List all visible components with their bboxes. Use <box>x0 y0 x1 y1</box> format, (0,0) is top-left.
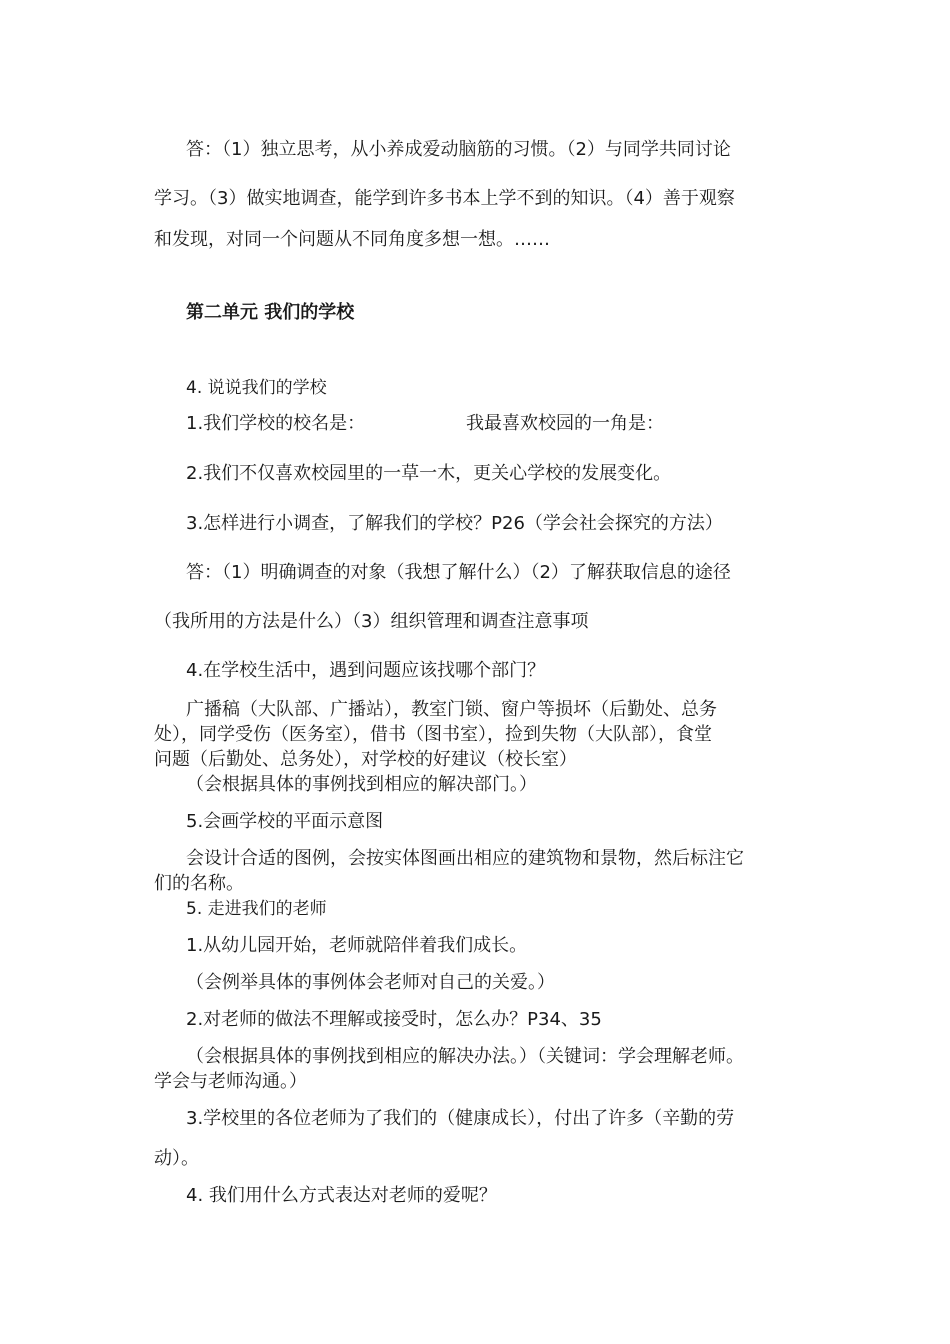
question-text: 3.学校里的各位老师为了我们的（健康成长），付出了许多（辛勤的劳 <box>186 1108 735 1129</box>
answer-line: 们的名称。 <box>154 873 244 894</box>
question-text: 3.怎样进行小调查，了解我们的学校？P26（学会社会探究的方法） <box>186 513 723 534</box>
question-text: 4. 我们用什么方式表达对老师的爱呢？ <box>186 1185 497 1206</box>
answer-line: （会例举具体的事例体会老师对自己的关爱。） <box>186 972 555 993</box>
answer-line: （会根据具体的事例找到相应的解决部门。） <box>186 774 537 795</box>
question-text: 动）。 <box>154 1148 199 1169</box>
answer-line: （会根据具体的事例找到相应的解决办法。）（关键词：学会理解老师。 <box>186 1046 744 1067</box>
question-text: 5.会画学校的平面示意图 <box>186 811 384 832</box>
answer-line: 和发现，对同一个问题从不同角度多想一想。…… <box>154 229 550 250</box>
answer-line: （我所用的方法是什么）（3）组织管理和调查注意事项 <box>154 611 589 632</box>
question-text: 1.我们学校的校名是： <box>186 413 366 434</box>
question-text: 4.在学校生活中，遇到问题应该找哪个部门？ <box>186 660 546 681</box>
answer-line: 会设计合适的图例，会按实体图画出相应的建筑物和景物，然后标注它 <box>186 848 744 869</box>
lesson-title: 5. 走进我们的老师 <box>186 899 327 919</box>
question-text: 我最喜欢校园的一角是： <box>466 413 664 434</box>
answer-line: 广播稿（大队部、广播站），教室门锁、窗户等损坏（后勤处、总务 <box>186 699 717 720</box>
question-text: 1.从幼儿园开始，老师就陪伴着我们成长。 <box>186 935 528 956</box>
answer-line: 答：（1）独立思考，从小养成爱动脑筋的习惯。（2）与同学共同讨论 <box>186 139 731 160</box>
answer-line: 答：（1）明确调查的对象（我想了解什么）（2）了解获取信息的途径 <box>186 562 731 583</box>
lesson-title: 4. 说说我们的学校 <box>186 378 327 398</box>
answer-line: 问题（后勤处、总务处），对学校的好建议（校长室） <box>154 749 577 770</box>
unit-title: 第二单元 我们的学校 <box>186 302 355 323</box>
question-text: 2.我们不仅喜欢校园里的一草一木，更关心学校的发展变化。 <box>186 463 672 484</box>
question-text: 2.对老师的做法不理解或接受时，怎么办？P34、35 <box>186 1009 602 1030</box>
answer-line: 学习。（3）做实地调查，能学到许多书本上学不到的知识。（4）善于观察 <box>154 188 735 209</box>
answer-line: 学会与老师沟通。） <box>154 1071 307 1092</box>
answer-line: 处），同学受伤（医务室），借书（图书室），捡到失物（大队部），食堂 <box>154 724 712 745</box>
